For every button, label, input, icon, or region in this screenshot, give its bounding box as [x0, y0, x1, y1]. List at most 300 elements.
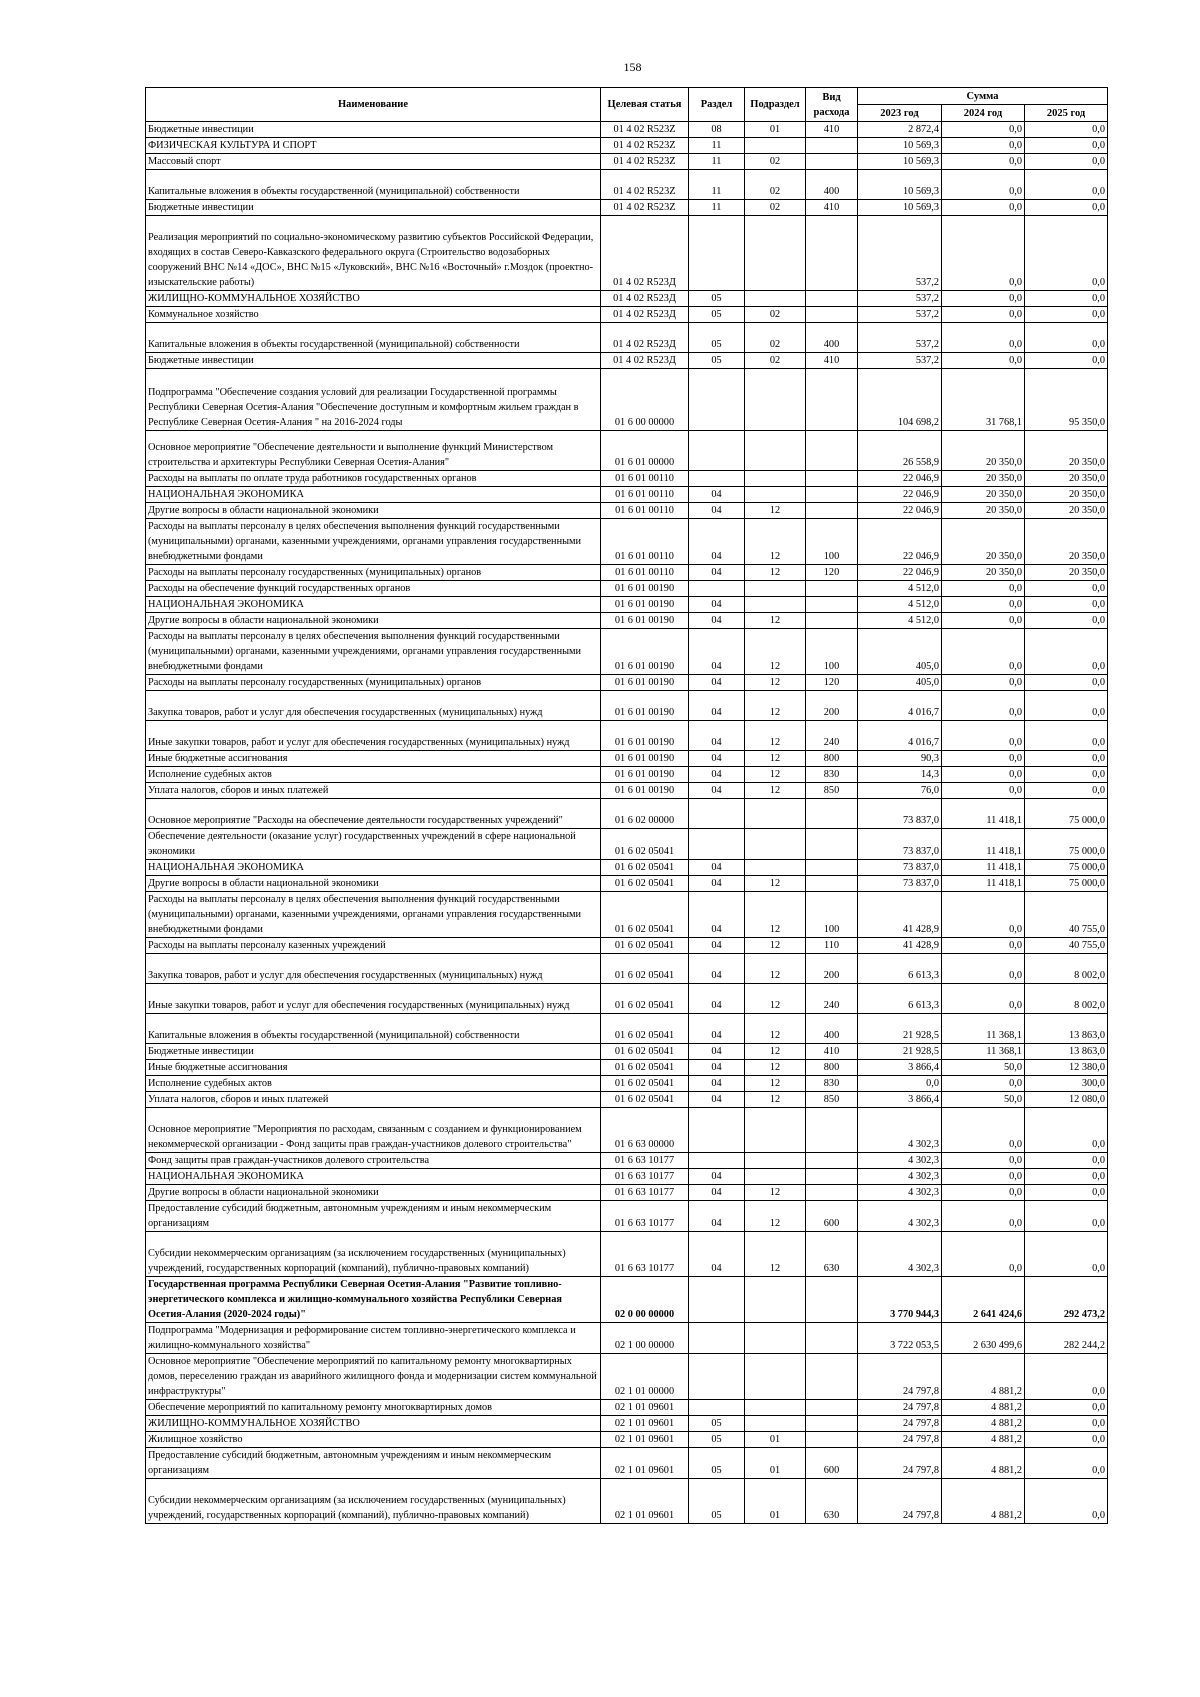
table-row — [146, 1323, 1108, 1354]
cell-amount-2023: 22 046,9 — [858, 519, 942, 565]
table-row — [146, 629, 1108, 675]
cell-amount-2023: 24 797,8 — [858, 1448, 942, 1479]
cell-section: 11 — [689, 138, 745, 154]
cell-subsection: 12 — [745, 1076, 806, 1092]
cell-expense-type — [806, 1416, 858, 1432]
cell-expense-type — [806, 1277, 858, 1323]
cell-subsection — [745, 1108, 806, 1153]
cell-target-code: 01 4 02 R523Z — [601, 122, 689, 138]
cell-expense-type: 800 — [806, 751, 858, 767]
cell-target-code: 01 6 01 00190 — [601, 783, 689, 799]
cell-amount-2023: 22 046,9 — [858, 503, 942, 519]
cell-amount-2024: 0,0 — [942, 122, 1025, 138]
cell-amount-2023: 405,0 — [858, 675, 942, 691]
cell-section: 04 — [689, 503, 745, 519]
cell-amount-2024: 0,0 — [942, 984, 1025, 1014]
table-row — [146, 1354, 1108, 1400]
cell-expense-type: 600 — [806, 1448, 858, 1479]
table-row — [146, 581, 1108, 597]
cell-amount-2024: 4 881,2 — [942, 1400, 1025, 1416]
cell-name: Иные закупки товаров, работ и услуг для обеспечения государственных (муниципальных) нужд — [146, 984, 601, 1014]
cell-amount-2023: 24 797,8 — [858, 1479, 942, 1524]
cell-name: Расходы на выплаты персоналу в целях обеспечения выполнения функций государственными (муниципальными) органами, казенными учреждениями, органами управления государственными внебюджетными фондами — [146, 629, 601, 675]
table-row — [146, 1185, 1108, 1201]
cell-amount-2023: 4 512,0 — [858, 613, 942, 629]
cell-amount-2024: 20 350,0 — [942, 431, 1025, 471]
cell-amount-2025: 0,0 — [1025, 1400, 1108, 1416]
cell-target-code: 01 6 63 10177 — [601, 1232, 689, 1277]
cell-subsection: 02 — [745, 170, 806, 200]
cell-expense-type — [806, 138, 858, 154]
cell-name: Расходы на выплаты персоналу государственных (муниципальных) органов — [146, 675, 601, 691]
cell-name: Расходы на выплаты персоналу государственных (муниципальных) органов — [146, 565, 601, 581]
cell-expense-type — [806, 154, 858, 170]
cell-amount-2025: 20 350,0 — [1025, 503, 1108, 519]
cell-name: Коммунальное хозяйство — [146, 307, 601, 323]
cell-subsection — [745, 471, 806, 487]
cell-subsection: 02 — [745, 323, 806, 353]
cell-name: Капитальные вложения в объекты государственной (муниципальной) собственности — [146, 323, 601, 353]
cell-amount-2024: 20 350,0 — [942, 471, 1025, 487]
cell-amount-2023: 3 770 944,3 — [858, 1277, 942, 1323]
cell-amount-2024: 4 881,2 — [942, 1416, 1025, 1432]
cell-amount-2025: 0,0 — [1025, 721, 1108, 751]
cell-section: 04 — [689, 613, 745, 629]
cell-subsection: 02 — [745, 353, 806, 369]
cell-target-code: 01 6 63 10177 — [601, 1201, 689, 1232]
cell-section: 04 — [689, 721, 745, 751]
cell-amount-2024: 0,0 — [942, 170, 1025, 200]
cell-section — [689, 369, 745, 431]
cell-section: 05 — [689, 1448, 745, 1479]
header-2023: 2023 год — [858, 105, 942, 122]
cell-name: НАЦИОНАЛЬНАЯ ЭКОНОМИКА — [146, 860, 601, 876]
cell-section — [689, 1153, 745, 1169]
cell-target-code: 01 6 01 00000 — [601, 431, 689, 471]
table-row — [146, 487, 1108, 503]
cell-amount-2024: 11 368,1 — [942, 1044, 1025, 1060]
cell-subsection: 02 — [745, 307, 806, 323]
cell-target-code: 01 6 02 05041 — [601, 892, 689, 938]
table-row — [146, 1108, 1108, 1153]
cell-amount-2025: 0,0 — [1025, 1185, 1108, 1201]
cell-subsection: 12 — [745, 691, 806, 721]
cell-section — [689, 1400, 745, 1416]
cell-expense-type — [806, 1432, 858, 1448]
cell-section: 04 — [689, 938, 745, 954]
cell-expense-type: 630 — [806, 1232, 858, 1277]
cell-amount-2023: 73 837,0 — [858, 860, 942, 876]
cell-expense-type — [806, 1108, 858, 1153]
cell-target-code: 01 6 01 00190 — [601, 691, 689, 721]
cell-name: Уплата налогов, сборов и иных платежей — [146, 783, 601, 799]
cell-target-code: 01 4 02 R523Д — [601, 307, 689, 323]
cell-amount-2024: 0,0 — [942, 307, 1025, 323]
cell-expense-type: 400 — [806, 170, 858, 200]
cell-amount-2024: 2 630 499,6 — [942, 1323, 1025, 1354]
cell-amount-2025: 0,0 — [1025, 291, 1108, 307]
cell-amount-2024: 0,0 — [942, 1169, 1025, 1185]
cell-subsection: 12 — [745, 876, 806, 892]
table-row — [146, 291, 1108, 307]
cell-amount-2023: 24 797,8 — [858, 1416, 942, 1432]
cell-section: 08 — [689, 122, 745, 138]
cell-amount-2023: 3 866,4 — [858, 1060, 942, 1076]
cell-amount-2023: 537,2 — [858, 323, 942, 353]
cell-subsection: 12 — [745, 984, 806, 1014]
cell-amount-2023: 4 016,7 — [858, 721, 942, 751]
cell-amount-2024: 11 418,1 — [942, 860, 1025, 876]
cell-expense-type: 630 — [806, 1479, 858, 1524]
cell-subsection: 12 — [745, 767, 806, 783]
cell-section: 05 — [689, 1479, 745, 1524]
cell-target-code: 01 6 63 10177 — [601, 1185, 689, 1201]
cell-section: 04 — [689, 1169, 745, 1185]
cell-amount-2024: 0,0 — [942, 581, 1025, 597]
cell-expense-type — [806, 1153, 858, 1169]
cell-name: Бюджетные инвестиции — [146, 200, 601, 216]
cell-section: 11 — [689, 154, 745, 170]
cell-target-code: 01 6 01 00190 — [601, 767, 689, 783]
cell-name: ЖИЛИЩНО-КОММУНАЛЬНОЕ ХОЗЯЙСТВО — [146, 1416, 601, 1432]
cell-name: НАЦИОНАЛЬНАЯ ЭКОНОМИКА — [146, 487, 601, 503]
cell-amount-2025: 0,0 — [1025, 1448, 1108, 1479]
cell-expense-type — [806, 1169, 858, 1185]
cell-subsection: 12 — [745, 1185, 806, 1201]
cell-amount-2024: 0,0 — [942, 767, 1025, 783]
cell-target-code: 01 4 02 R523Д — [601, 323, 689, 353]
cell-section: 04 — [689, 487, 745, 503]
cell-amount-2025: 12 380,0 — [1025, 1060, 1108, 1076]
table-row — [146, 1448, 1108, 1479]
cell-name: Субсидии некоммерческим организациям (за исключением государственных (муниципальных) учреждений, государственных корпораций (компаний), публично-правовых компаний) — [146, 1479, 601, 1524]
cell-name: Массовый спорт — [146, 154, 601, 170]
table-row — [146, 565, 1108, 581]
cell-amount-2025: 20 350,0 — [1025, 487, 1108, 503]
cell-expense-type: 410 — [806, 122, 858, 138]
cell-subsection: 12 — [745, 1232, 806, 1277]
header-2025: 2025 год — [1025, 105, 1108, 122]
cell-amount-2024: 0,0 — [942, 783, 1025, 799]
cell-amount-2023: 405,0 — [858, 629, 942, 675]
cell-expense-type — [806, 471, 858, 487]
cell-expense-type — [806, 581, 858, 597]
cell-section: 04 — [689, 1060, 745, 1076]
cell-amount-2025: 0,0 — [1025, 138, 1108, 154]
cell-name: Иные закупки товаров, работ и услуг для обеспечения государственных (муниципальных) нужд — [146, 721, 601, 751]
cell-target-code: 01 4 02 R523Д — [601, 353, 689, 369]
cell-amount-2024: 0,0 — [942, 1201, 1025, 1232]
cell-amount-2023: 73 837,0 — [858, 799, 942, 829]
cell-subsection: 01 — [745, 1479, 806, 1524]
cell-name: Закупка товаров, работ и услуг для обеспечения государственных (муниципальных) нужд — [146, 954, 601, 984]
cell-section — [689, 581, 745, 597]
cell-expense-type: 400 — [806, 323, 858, 353]
cell-target-code: 01 6 01 00110 — [601, 565, 689, 581]
cell-expense-type — [806, 1323, 858, 1354]
cell-amount-2023: 4 302,3 — [858, 1153, 942, 1169]
cell-amount-2024: 0,0 — [942, 1185, 1025, 1201]
cell-amount-2025: 282 244,2 — [1025, 1323, 1108, 1354]
cell-amount-2025: 0,0 — [1025, 751, 1108, 767]
cell-amount-2023: 4 512,0 — [858, 581, 942, 597]
cell-amount-2024: 0,0 — [942, 675, 1025, 691]
cell-amount-2025: 20 350,0 — [1025, 431, 1108, 471]
cell-amount-2024: 0,0 — [942, 751, 1025, 767]
cell-expense-type: 120 — [806, 565, 858, 581]
table-row — [146, 216, 1108, 291]
cell-target-code: 02 1 01 09601 — [601, 1432, 689, 1448]
cell-expense-type — [806, 613, 858, 629]
cell-name: Фонд защиты прав граждан-участников долевого строительства — [146, 1153, 601, 1169]
cell-section: 04 — [689, 1185, 745, 1201]
cell-amount-2025: 300,0 — [1025, 1076, 1108, 1092]
cell-target-code: 01 6 02 05041 — [601, 829, 689, 860]
table-row — [146, 1014, 1108, 1044]
cell-expense-type: 240 — [806, 721, 858, 751]
cell-section: 04 — [689, 1092, 745, 1108]
cell-amount-2025: 0,0 — [1025, 613, 1108, 629]
cell-name: НАЦИОНАЛЬНАЯ ЭКОНОМИКА — [146, 597, 601, 613]
table-row — [146, 154, 1108, 170]
cell-target-code: 02 1 01 09601 — [601, 1479, 689, 1524]
cell-subsection — [745, 1169, 806, 1185]
cell-name: Субсидии некоммерческим организациям (за исключением государственных (муниципальных) учреждений, государственных корпораций (компаний), публично-правовых компаний) — [146, 1232, 601, 1277]
cell-subsection: 12 — [745, 892, 806, 938]
cell-section: 04 — [689, 984, 745, 1014]
cell-name: Основное мероприятие "Расходы на обеспечение деятельности государственных учреждений" — [146, 799, 601, 829]
cell-section: 04 — [689, 954, 745, 984]
cell-subsection — [745, 860, 806, 876]
cell-target-code: 01 6 01 00190 — [601, 721, 689, 751]
cell-name: Другие вопросы в области национальной экономики — [146, 876, 601, 892]
table-row — [146, 613, 1108, 629]
cell-amount-2025: 0,0 — [1025, 170, 1108, 200]
cell-section: 04 — [689, 629, 745, 675]
cell-name: Расходы на выплаты по оплате труда работников государственных органов — [146, 471, 601, 487]
cell-subsection: 01 — [745, 1448, 806, 1479]
cell-amount-2025: 95 350,0 — [1025, 369, 1108, 431]
table-row — [146, 829, 1108, 860]
cell-amount-2023: 41 428,9 — [858, 892, 942, 938]
cell-amount-2023: 4 302,3 — [858, 1185, 942, 1201]
cell-amount-2023: 73 837,0 — [858, 829, 942, 860]
cell-name: Жилищное хозяйство — [146, 1432, 601, 1448]
cell-expense-type — [806, 291, 858, 307]
cell-subsection: 12 — [745, 751, 806, 767]
cell-subsection: 02 — [745, 200, 806, 216]
cell-amount-2025: 292 473,2 — [1025, 1277, 1108, 1323]
cell-amount-2024: 0,0 — [942, 291, 1025, 307]
table-row — [146, 984, 1108, 1014]
table-row — [146, 892, 1108, 938]
cell-amount-2024: 0,0 — [942, 1108, 1025, 1153]
cell-amount-2025: 0,0 — [1025, 1153, 1108, 1169]
cell-section: 04 — [689, 860, 745, 876]
header-target: Целевая статья — [601, 88, 689, 122]
cell-amount-2024: 4 881,2 — [942, 1432, 1025, 1448]
cell-subsection — [745, 1277, 806, 1323]
table-row — [146, 1044, 1108, 1060]
cell-amount-2025: 0,0 — [1025, 307, 1108, 323]
cell-subsection: 12 — [745, 721, 806, 751]
cell-expense-type: 100 — [806, 892, 858, 938]
cell-subsection: 12 — [745, 629, 806, 675]
table-row — [146, 200, 1108, 216]
cell-section: 04 — [689, 565, 745, 581]
cell-section: 05 — [689, 291, 745, 307]
cell-subsection — [745, 1153, 806, 1169]
cell-amount-2023: 0,0 — [858, 1076, 942, 1092]
cell-amount-2024: 0,0 — [942, 691, 1025, 721]
cell-expense-type: 100 — [806, 629, 858, 675]
table-row — [146, 675, 1108, 691]
cell-expense-type — [806, 487, 858, 503]
cell-expense-type: 600 — [806, 1201, 858, 1232]
cell-expense-type: 850 — [806, 1092, 858, 1108]
table-row — [146, 876, 1108, 892]
cell-name: Расходы на выплаты персоналу казенных учреждений — [146, 938, 601, 954]
cell-amount-2024: 0,0 — [942, 1076, 1025, 1092]
cell-amount-2025: 0,0 — [1025, 154, 1108, 170]
cell-amount-2023: 4 302,3 — [858, 1108, 942, 1153]
cell-amount-2024: 20 350,0 — [942, 519, 1025, 565]
table-row — [146, 1416, 1108, 1432]
cell-amount-2023: 537,2 — [858, 216, 942, 291]
cell-subsection: 12 — [745, 783, 806, 799]
table-row — [146, 503, 1108, 519]
cell-target-code: 01 6 63 10177 — [601, 1153, 689, 1169]
cell-target-code: 01 6 01 00190 — [601, 751, 689, 767]
cell-subsection — [745, 799, 806, 829]
cell-expense-type — [806, 799, 858, 829]
header-sum: Сумма — [858, 88, 1108, 105]
cell-section — [689, 1277, 745, 1323]
cell-amount-2023: 73 837,0 — [858, 876, 942, 892]
cell-subsection: 02 — [745, 154, 806, 170]
cell-section: 04 — [689, 1014, 745, 1044]
cell-amount-2023: 2 872,4 — [858, 122, 942, 138]
cell-expense-type — [806, 829, 858, 860]
cell-target-code: 02 1 01 00000 — [601, 1354, 689, 1400]
cell-expense-type: 830 — [806, 1076, 858, 1092]
cell-expense-type — [806, 431, 858, 471]
cell-target-code: 02 1 01 09601 — [601, 1400, 689, 1416]
cell-amount-2024: 4 881,2 — [942, 1354, 1025, 1400]
cell-name: Закупка товаров, работ и услуг для обеспечения государственных (муниципальных) нужд — [146, 691, 601, 721]
cell-name: Капитальные вложения в объекты государственной (муниципальной) собственности — [146, 1014, 601, 1044]
cell-expense-type: 850 — [806, 783, 858, 799]
cell-target-code: 01 6 01 00190 — [601, 629, 689, 675]
table-row — [146, 691, 1108, 721]
cell-amount-2024: 50,0 — [942, 1060, 1025, 1076]
cell-amount-2024: 0,0 — [942, 938, 1025, 954]
cell-expense-type — [806, 1354, 858, 1400]
cell-amount-2025: 0,0 — [1025, 323, 1108, 353]
table-row — [146, 307, 1108, 323]
cell-amount-2025: 0,0 — [1025, 216, 1108, 291]
table-row — [146, 138, 1108, 154]
cell-subsection — [745, 1400, 806, 1416]
cell-name: Реализация мероприятий по социально-экономическому развитию субъектов Российской Федерации, входящих в состав Северо-Кавказского федерального округа (Строительство водозаборных сооружений ВНС №14 «ДОС», ВНС №15 «Луковский», ВНС №16 «Восточный» г.Моздок (проектно-изыскательские работы) — [146, 216, 601, 291]
header-name: Наименование — [146, 88, 601, 122]
cell-subsection: 12 — [745, 565, 806, 581]
cell-amount-2023: 10 569,3 — [858, 138, 942, 154]
cell-section: 04 — [689, 1232, 745, 1277]
cell-expense-type — [806, 216, 858, 291]
cell-name: Исполнение судебных актов — [146, 767, 601, 783]
cell-amount-2025: 75 000,0 — [1025, 860, 1108, 876]
table-row — [146, 519, 1108, 565]
cell-section: 04 — [689, 519, 745, 565]
cell-subsection: 12 — [745, 1060, 806, 1076]
cell-amount-2025: 20 350,0 — [1025, 565, 1108, 581]
cell-amount-2025: 8 002,0 — [1025, 954, 1108, 984]
cell-section: 04 — [689, 751, 745, 767]
cell-target-code: 01 6 02 05041 — [601, 1060, 689, 1076]
header-section: Раздел — [689, 88, 745, 122]
cell-section: 05 — [689, 1432, 745, 1448]
cell-target-code: 01 6 02 05041 — [601, 954, 689, 984]
cell-amount-2023: 10 569,3 — [858, 170, 942, 200]
cell-section — [689, 471, 745, 487]
cell-amount-2024: 0,0 — [942, 629, 1025, 675]
table-row — [146, 1277, 1108, 1323]
cell-name: Уплата налогов, сборов и иных платежей — [146, 1092, 601, 1108]
cell-expense-type: 410 — [806, 1044, 858, 1060]
cell-amount-2023: 24 797,8 — [858, 1354, 942, 1400]
cell-amount-2025: 0,0 — [1025, 1169, 1108, 1185]
cell-name: Государственная программа Республики Северная Осетия-Алания "Развитие топливно-энергетического комплекса и жилищно-коммунального хозяйства Республики Северная Осетия-Алания (2020-2024 годы)" — [146, 1277, 601, 1323]
header-subsection: Подраздел — [745, 88, 806, 122]
cell-subsection — [745, 369, 806, 431]
cell-amount-2024: 0,0 — [942, 892, 1025, 938]
cell-name: Обеспечение деятельности (оказание услуг) государственных учреждений в сфере национальной экономики — [146, 829, 601, 860]
cell-amount-2025: 0,0 — [1025, 200, 1108, 216]
cell-amount-2023: 21 928,5 — [858, 1014, 942, 1044]
cell-target-code: 01 6 02 00000 — [601, 799, 689, 829]
cell-amount-2024: 2 641 424,6 — [942, 1277, 1025, 1323]
cell-amount-2024: 11 418,1 — [942, 799, 1025, 829]
table-row — [146, 1169, 1108, 1185]
cell-expense-type — [806, 503, 858, 519]
cell-name: ФИЗИЧЕСКАЯ КУЛЬТУРА И СПОРТ — [146, 138, 601, 154]
cell-name: Иные бюджетные ассигнования — [146, 1060, 601, 1076]
cell-target-code: 01 6 00 00000 — [601, 369, 689, 431]
table-row — [146, 721, 1108, 751]
cell-amount-2024: 0,0 — [942, 1153, 1025, 1169]
cell-amount-2025: 0,0 — [1025, 1354, 1108, 1400]
cell-subsection — [745, 138, 806, 154]
cell-amount-2025: 0,0 — [1025, 597, 1108, 613]
cell-target-code: 01 6 01 00190 — [601, 675, 689, 691]
cell-target-code: 01 6 02 05041 — [601, 938, 689, 954]
cell-amount-2025: 0,0 — [1025, 767, 1108, 783]
cell-target-code: 01 6 01 00190 — [601, 597, 689, 613]
cell-amount-2025: 75 000,0 — [1025, 876, 1108, 892]
cell-section: 04 — [689, 691, 745, 721]
table-row — [146, 170, 1108, 200]
cell-section: 04 — [689, 1044, 745, 1060]
cell-amount-2025: 0,0 — [1025, 1432, 1108, 1448]
cell-subsection: 01 — [745, 122, 806, 138]
cell-amount-2024: 0,0 — [942, 353, 1025, 369]
cell-target-code: 01 6 01 00190 — [601, 613, 689, 629]
cell-subsection: 12 — [745, 503, 806, 519]
table-row — [146, 353, 1108, 369]
table-row — [146, 783, 1108, 799]
cell-expense-type: 120 — [806, 675, 858, 691]
